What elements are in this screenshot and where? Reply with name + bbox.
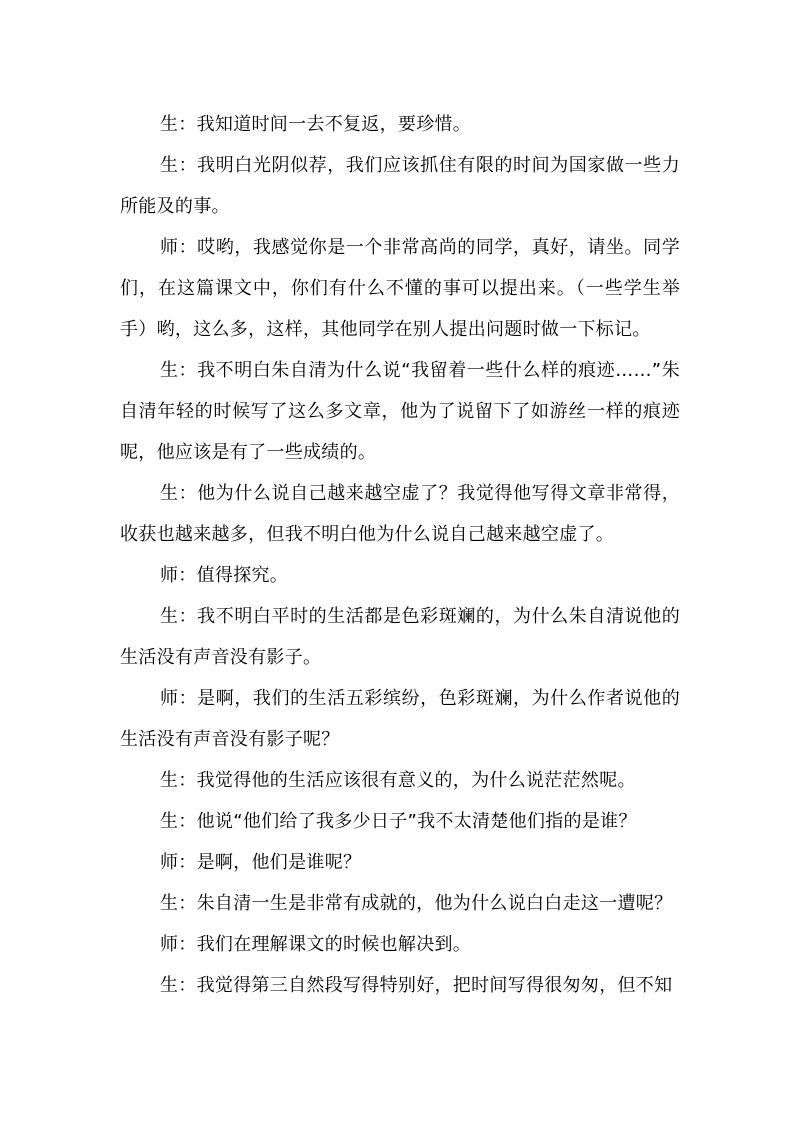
- paragraph: 生：他说“他们给了我多少日子”我不太清楚他们指的是谁？: [160, 811, 637, 832]
- paragraph: 生：我不明白朱自清为什么说“我留着一些什么样的痕迹……”朱自清年轻的时候写了这么多文章，他为了说留下了如游丝一样的痕迹呢，他应该是有了一些成绩的。: [120, 360, 680, 463]
- paragraph: 生：他为什么说自己越来越空虚了？我觉得他写得文章非常得，收获也越来越多，但我不明白他为什么说自己越来越空虚了。: [120, 483, 680, 545]
- paragraph: 生：我明白光阴似荐，我们应该抓住有限的时间为国家做一些力所能及的事。: [120, 155, 680, 217]
- paragraph: 生：朱自清一生是非常有成就的，他为什么说白白走这一遭呢？: [160, 893, 673, 914]
- paragraph: 师：是啊，我们的生活五彩缤纷，色彩斑斓，为什么作者说他的生活没有声音没有影子呢？: [120, 688, 680, 750]
- paragraph: 生：我知道时间一去不复返，要珍惜。: [160, 114, 472, 135]
- paragraph: 师：哎哟，我感觉你是一个非常高尚的同学，真好，请坐。同学们，在这篇课文中，你们有什么不懂的事可以提出来。（一些学生举手）哟，这么多，这样，其他同学在别人提出问题时做一下标记。: [120, 237, 680, 340]
- document-body: [120, 104, 680, 1006]
- paragraph: 师：值得探究。: [160, 565, 289, 586]
- paragraph: 生：我觉得第三自然段写得特别好，把时间写得很匆匆，但不知: [160, 975, 673, 996]
- paragraph: 师：是啊，他们是谁呢？: [160, 852, 362, 873]
- paragraph: 师：我们在理解课文的时候也解决到。: [160, 934, 472, 955]
- paragraph: 生：我觉得他的生活应该很有意义的，为什么说茫茫然呢。: [160, 770, 636, 791]
- paragraph: 生：我不明白平时的生活都是色彩斑斓的，为什么朱自清说他的生活没有声音没有影子。: [120, 606, 680, 668]
